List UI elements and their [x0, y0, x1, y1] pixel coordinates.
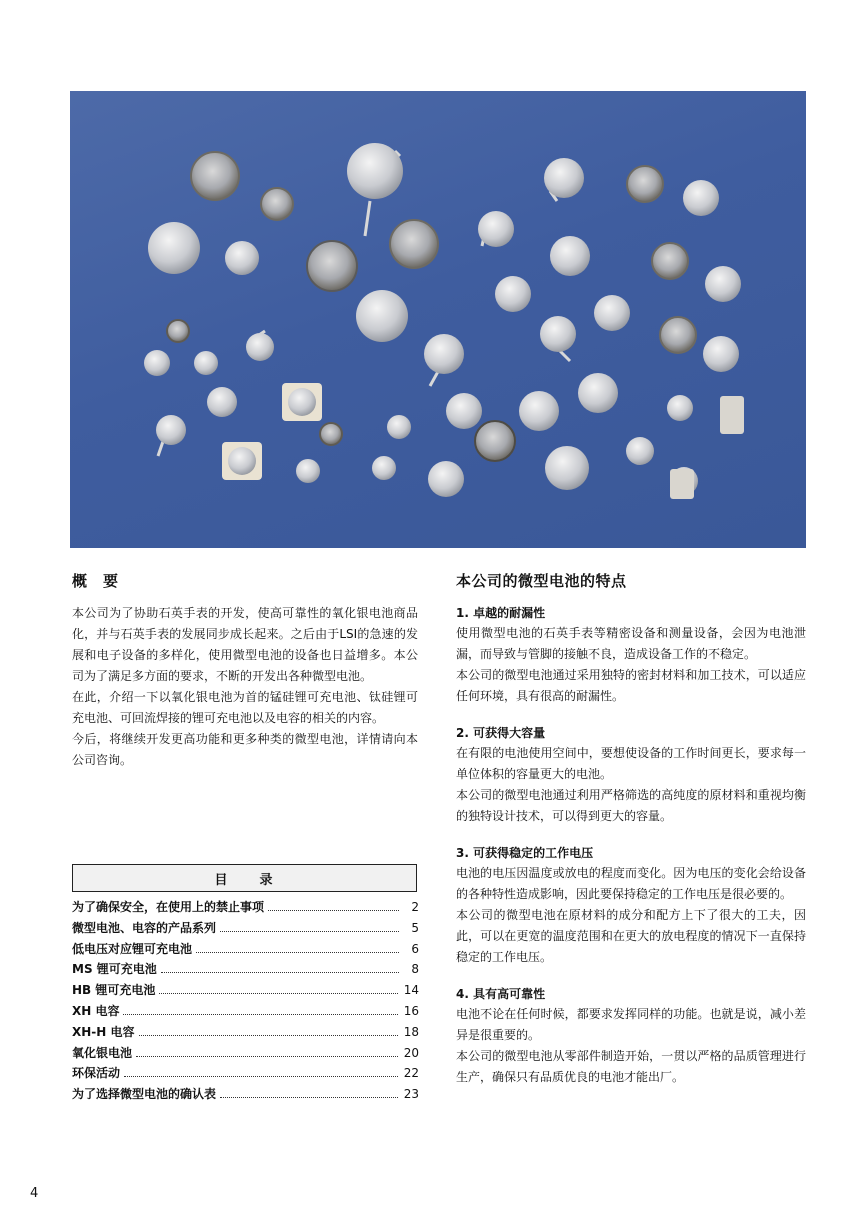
- toc-page: 16: [403, 1003, 419, 1018]
- toc-row[interactable]: [72, 940, 419, 961]
- toc-title: MS 锂可充电池: [72, 962, 157, 977]
- toc-title: 微型电池、电容的产品系列: [72, 920, 217, 935]
- toc-row[interactable]: [72, 960, 419, 981]
- toc-row[interactable]: [72, 1064, 419, 1085]
- toc-title: 氧化银电池: [72, 1045, 133, 1060]
- feature-paragraph: 电池不论在任何时候，都要求发挥同样的功能。也就是说，减小差异是很重要的。: [456, 1007, 806, 1042]
- toc-title: 环保活动: [72, 1066, 121, 1081]
- toc-leader: [123, 1014, 397, 1015]
- toc-row[interactable]: [72, 898, 419, 919]
- feature-paragraph: 电池的电压因温度或放电的程度而变化。因为电压的变化会给设备的各种特性造成影响，因此要保持稳定的工作电压是很必要的。: [456, 866, 806, 901]
- toc-leader: [136, 1056, 398, 1057]
- toc-leader: [124, 1076, 398, 1077]
- overview-section: [72, 570, 418, 771]
- toc-heading: 目 录: [72, 864, 417, 892]
- product-photo: [70, 91, 806, 548]
- toc-title: 低电压对应锂可充电池: [72, 941, 193, 956]
- toc-leader: [139, 1035, 398, 1036]
- toc-page: 20: [403, 1045, 419, 1060]
- toc-row[interactable]: [72, 1085, 419, 1106]
- toc-title: HB 锂可充电池: [72, 983, 156, 998]
- page-number: 4: [30, 1186, 39, 1201]
- battery-cells: [144, 143, 744, 499]
- toc-row[interactable]: [72, 981, 419, 1002]
- feature-title: 4. 具有高可靠性: [456, 987, 546, 1001]
- feature-paragraph: 本公司的微型电池通过利用严格筛选的高纯度的原材料和重视均衡的独特设计技术，可以得到更大的容量。: [456, 788, 806, 823]
- feature-paragraph: 本公司的微型电池通过采用独特的密封材料和加工技术，可以适应任何环境，具有很高的耐漏性。: [456, 668, 806, 703]
- feature-paragraph: 本公司的微型电池在原材料的成分和配方上下了很大的工夫，因此，可以在更宽的温度范围和在更大的放电程度的情况下一直保持稳定的工作电压。: [456, 908, 806, 964]
- overview-paragraph: 在此，介绍一下以氧化银电池为首的锰硅锂可充电池、钛硅锂可充电池、可回流焊接的锂可充电池以及电容的相关的内容。: [72, 690, 418, 725]
- toc-page: 8: [411, 962, 419, 977]
- features-section: [456, 570, 806, 1104]
- toc-page: 18: [403, 1024, 419, 1039]
- overview-heading: 概 要: [72, 572, 119, 590]
- overview-paragraph: 本公司为了协助石英手表的开发，使高可靠性的氧化银电池商品化，并与石英手表的发展同步成长起来。之后由于LSI的急速的发展和电子设备的多样化，使用微型电池的设备也日益增多。本公司为了满足多方面的要求，不断的开发出各种微型电池。: [72, 606, 418, 683]
- features-heading: 本公司的微型电池的特点: [456, 572, 627, 590]
- toc-title: XH-H 电容: [72, 1024, 135, 1039]
- feature-item: [456, 603, 806, 707]
- feature-item: [456, 723, 806, 827]
- toc-leader: [161, 972, 399, 973]
- toc-row[interactable]: [72, 919, 419, 940]
- feature-paragraph: 在有限的电池使用空间中，要想使设备的工作时间更长，要求每一单位体积的容量更大的电池。: [456, 746, 806, 781]
- feature-title: 1. 卓越的耐漏性: [456, 606, 546, 620]
- table-of-contents: [72, 898, 419, 1106]
- feature-item: [456, 984, 806, 1088]
- toc-leader: [196, 952, 399, 953]
- feature-paragraph: 使用微型电池的石英手表等精密设备和测量设备，会因为电池泄漏，而导致与管脚的接触不良，造成设备工作的不稳定。: [456, 626, 806, 661]
- feature-title: 2. 可获得大容量: [456, 726, 546, 740]
- toc-leader: [268, 910, 399, 911]
- overview-paragraph: 今后，将继续开发更高功能和更多种类的微型电池，详情请向本公司咨询。: [72, 732, 418, 767]
- toc-leader: [159, 993, 397, 994]
- toc-leader: [220, 1097, 398, 1098]
- toc-row[interactable]: [72, 1023, 419, 1044]
- toc-page: 14: [403, 983, 419, 998]
- toc-page: 6: [411, 941, 419, 956]
- toc-row[interactable]: [72, 1002, 419, 1023]
- feature-title: 3. 可获得稳定的工作电压: [456, 846, 594, 860]
- toc-row[interactable]: [72, 1044, 419, 1065]
- feature-item: [456, 843, 806, 968]
- toc-title: XH 电容: [72, 1003, 120, 1018]
- toc-leader: [220, 931, 399, 932]
- toc-title: 为了选择微型电池的确认表: [72, 1087, 217, 1102]
- toc-page: 2: [411, 900, 419, 914]
- toc-page: 23: [403, 1087, 419, 1102]
- toc-page: 22: [403, 1066, 419, 1081]
- toc-page: 5: [411, 920, 419, 935]
- feature-paragraph: 本公司的微型电池从零部件制造开始，一贯以严格的品质管理进行生产，确保只有品质优良的电池才能出厂。: [456, 1049, 806, 1084]
- toc-title: 为了确保安全，在使用上的禁止事项: [72, 900, 265, 914]
